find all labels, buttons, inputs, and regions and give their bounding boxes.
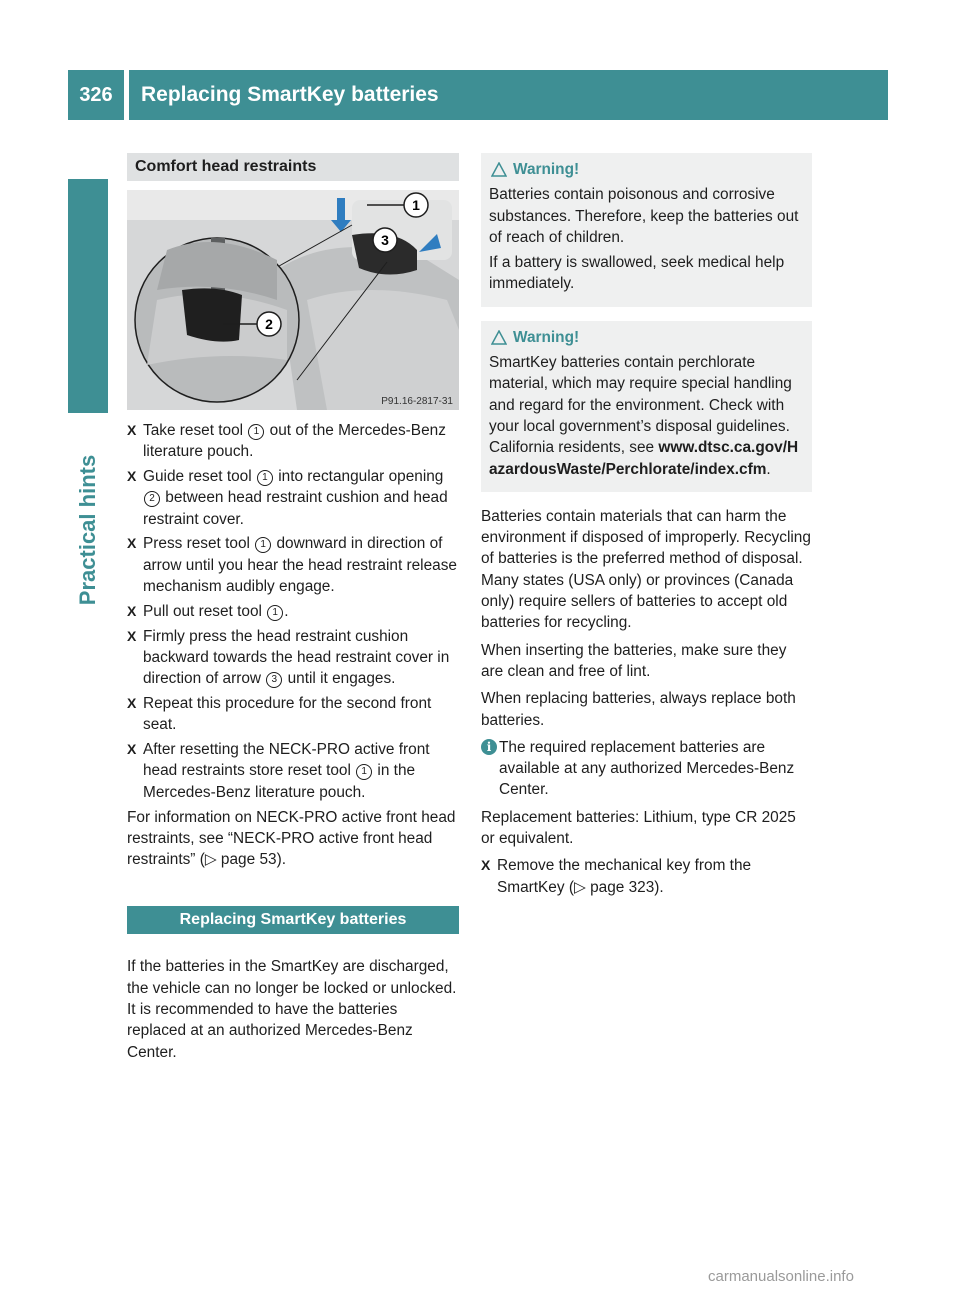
callout-1-label: 1	[412, 197, 420, 213]
callout-number: 1	[248, 424, 264, 440]
instruction-step: X Pull out reset tool 1 .	[127, 601, 459, 622]
warning-text: Batteries contain poisonous and corrosive substances. Therefore, keep the batteries out of reach of children.	[489, 186, 799, 246]
x-step-icon: X	[127, 741, 137, 758]
x-step-icon: X	[127, 602, 137, 619]
warning-triangle-icon	[491, 330, 507, 345]
callout-3-label: 3	[381, 232, 389, 248]
right-column	[481, 153, 812, 901]
x-step-icon: X	[481, 857, 491, 874]
callout-number: 1	[255, 537, 271, 553]
callout-number: 1	[257, 470, 273, 486]
callout-2-label: 2	[265, 316, 273, 332]
section-heading-teal: Replacing SmartKey batteries	[127, 906, 459, 934]
warning-title: Warning!	[513, 161, 580, 178]
info-note: i The required replacement batteries are available at any authorized Mercedes-Benz Center.	[481, 737, 812, 801]
instruction-step: X Firmly press the head restraint cushion backward towards the head restraint cover in direction of arrow 3 until it engages.	[127, 627, 450, 688]
cross-reference-paragraph: For information on NECK-PRO active front head restraints, see “NECK-PRO active front head restraints” (▷ page 53).	[127, 808, 456, 869]
instruction-step: X Take reset tool 1 out of the Mercedes-Benz literature pouch.	[127, 422, 446, 461]
x-step-icon: X	[127, 695, 137, 712]
section-heading: Comfort head restraints	[127, 153, 459, 181]
url-link[interactable]: www.dtsc.ca.gov/HazardousWaste/Perchlorate/index.cfm	[489, 439, 799, 478]
warning-box	[481, 321, 812, 492]
warning-title: Warning!	[513, 328, 580, 346]
warning-text: If a battery is swallowed, seek medical help immediately.	[489, 254, 785, 293]
figure-code: P91.16-2817-31	[381, 396, 453, 407]
body-paragraph: If the batteries in the SmartKey are discharged, the vehicle can no longer be locked or unlocked. It is recommended to have the batteries replaced at an authorized Mercedes-Benz Center.	[127, 958, 457, 1061]
warning-triangle-icon	[491, 162, 507, 177]
body-paragraph: When replacing batteries, always replace both batteries.	[481, 690, 796, 729]
warning-box	[481, 153, 812, 307]
info-icon: i	[481, 739, 497, 755]
running-header-title: Replacing SmartKey batteries	[129, 70, 888, 120]
page-number: 326	[68, 70, 124, 120]
instruction-step: X Guide reset tool 1 into rectangular opening 2 between head restraint cushion and head restraint cover.	[127, 468, 448, 528]
body-paragraph: Batteries contain materials that can harm the environment if disposed of improperly. Recycling of batteries is the preferred method of disposal. Many states (USA only) or provinces (Canada only) require sellers of batteries to accept old batteries for recycling.	[481, 507, 811, 632]
callout-number: 1	[356, 764, 372, 780]
x-step-icon: X	[127, 535, 137, 552]
callout-number: 3	[266, 672, 282, 688]
watermark: carmanualsonline.info	[708, 1268, 854, 1285]
instruction-step: X Remove the mechanical key from the SmartKey (▷ page 323).	[481, 857, 752, 896]
head-restraint-illustration	[127, 190, 459, 410]
x-step-icon: X	[127, 468, 137, 485]
x-step-icon: X	[127, 627, 137, 644]
instruction-step: X After resetting the NECK-PRO active front head restraints store reset tool 1 in the Mercedes-Benz literature pouch.	[127, 741, 430, 801]
callout-number: 1	[267, 605, 283, 621]
head-restraint-figure	[127, 190, 459, 410]
chapter-label: Practical hints	[75, 454, 101, 606]
chapter-tab	[68, 179, 108, 413]
instruction-step: X Press reset tool 1 downward in direction of arrow until you hear the head restraint release mechanism audibly engage.	[127, 535, 457, 596]
callout-number: 2	[144, 491, 160, 507]
instruction-step: X Repeat this procedure for the second front seat.	[127, 695, 432, 734]
left-column	[127, 153, 459, 1069]
warning-text: SmartKey batteries contain perchlorate material, which may require special handling and regard for the environment. Check with your local government’s disposal guidelines. California residents, see www.dtsc.ca.gov/HazardousWaste/Perchlorate/index.cfm.	[489, 354, 799, 478]
body-paragraph: Replacement batteries: Lithium, type CR 2025 or equivalent.	[481, 808, 796, 848]
x-step-icon: X	[127, 422, 137, 438]
body-paragraph: When inserting the batteries, make sure they are clean and free of lint.	[481, 641, 787, 680]
